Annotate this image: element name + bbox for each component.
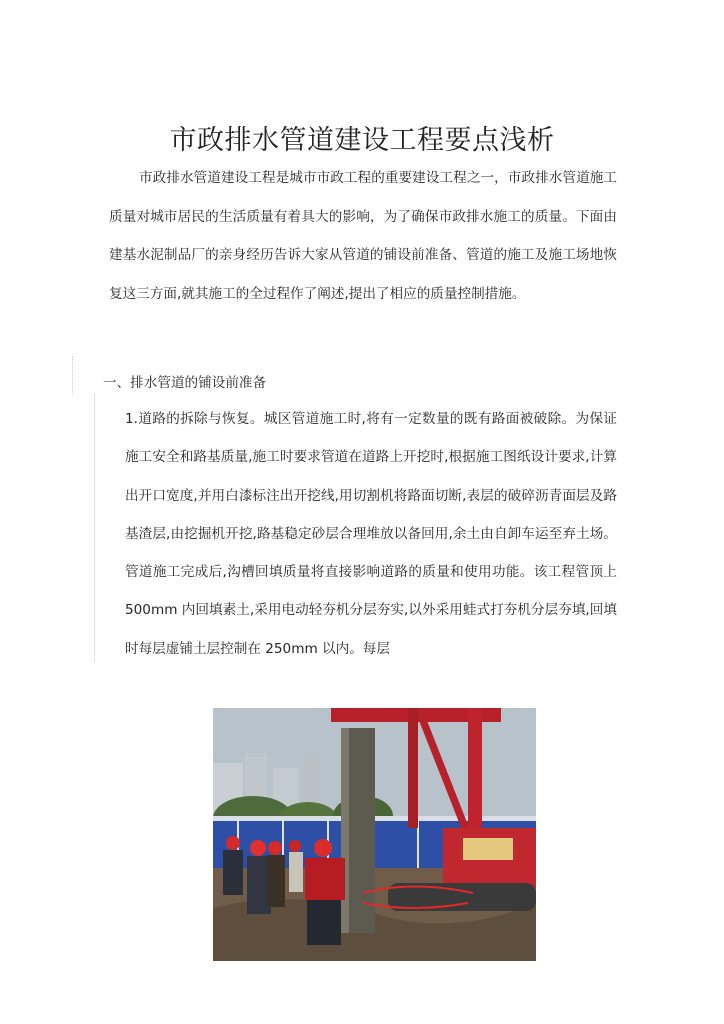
construction-photo bbox=[213, 708, 536, 961]
margin-dotted-rule bbox=[72, 356, 73, 394]
intro-paragraph: 市政排水管道建设工程是城市市政工程的重要建设工程之一，市政排水管道施工质量对城市居民的生活质量有着具大的影响，为了确保市政排水施工的质量。下面由建基水泥制品厂的亲身经历告诉大家从管道的铺设前准备、管道的施工及施工场地恢复这三方面,就其施工的全过程作了阐述,提出了相应的质量控制措施。 bbox=[109, 170, 617, 302]
section-paragraph: 1.道路的拆除与恢复。城区管道施工时,将有一定数量的既有路面被破除。为保证施工安全和路基质量,施工时要求管道在道路上开挖时,根据施工图纸设计要求,计算出开口宽度,并用白漆标注出开挖线,用切割机将路面切断,表层的破碎沥青面层及路基渣层,由挖掘机开挖,路基稳定砂层合理堆放以备回用,余土由自卸车运至弃土场。管道施工完成后,沟槽回填质量将直接影响道路的质量和使用功能。该工程管顶上 500mm 内回填素土,采用电动轻夯机分层夯实,以外采用蛙式打夯机分层夯填,回填时每层虚铺土层控制在 250mm 以内。每层 bbox=[125, 411, 617, 657]
margin-dotted-rule bbox=[94, 394, 95, 662]
section-heading: 一、排水管道的铺设前准备 bbox=[103, 375, 267, 391]
document-title: 市政排水管道建设工程要点浅析 bbox=[169, 125, 555, 157]
